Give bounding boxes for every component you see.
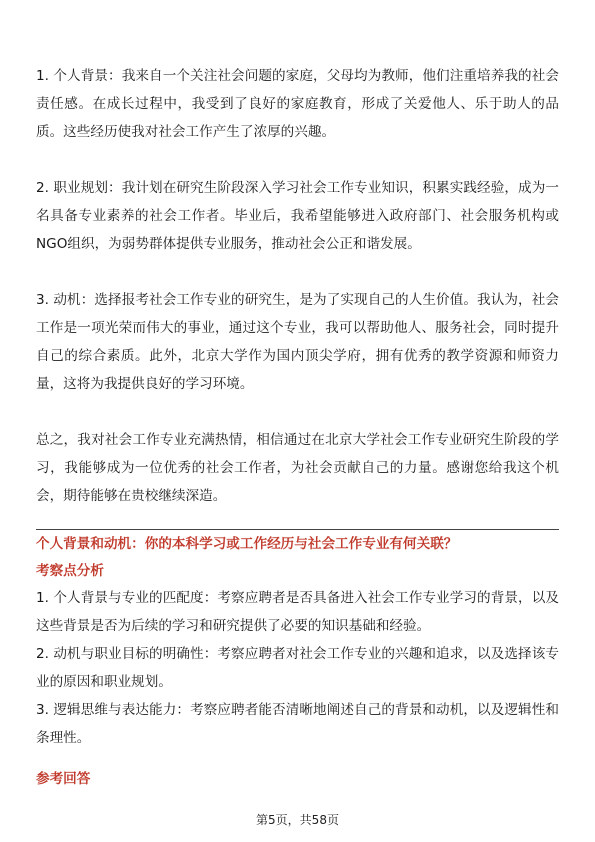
paragraph-motivation: 3. 动机：选择报考社会工作专业的研究生，是为了实现自己的人生价值。我认为，社会工作是一项光荣而伟大的事业，通过这个专业，我可以帮助他人、服务社会，同时提升自己的综合素质。此外，北京大学作为国内顶尖学府，拥有优秀的教学资源和师资力量，这将为我提供良好的学习环境。 (36, 292, 559, 392)
analysis-item: 3. 逻辑思维与表达能力：考察应聘者能否清晰地阐述自己的背景和动机，以及逻辑性和条理性。 (36, 702, 559, 746)
analysis-heading: 考察点分析 (36, 563, 104, 579)
document-body (36, 62, 559, 792)
paragraph-career-plan: 2. 职业规划：我计划在研究生阶段深入学习社会工作专业知识，积累实践经验，成为一名具备专业素养的社会工作者。毕业后，我希望能够进入政府部门、社会服务机构或NGO组织，为弱势群体提供专业服务，推动社会公正和谐发展。 (36, 180, 559, 252)
paragraph-background: 1. 个人背景：我来自一个关注社会问题的家庭，父母均为教师，他们注重培养我的社会责任感。在成长过程中，我受到了良好的家庭教育，形成了关爱他人、乐于助人的品质。这些经历使我对社会工作产生了浓厚的兴趣。 (36, 68, 559, 140)
analysis-item: 1. 个人背景与专业的匹配度：考察应聘者是否具备进入社会工作专业学习的背景，以及这些背景是否为后续的学习和研究提供了必要的知识基础和经验。 (36, 590, 559, 634)
paragraph-conclusion: 总之，我对社会工作专业充满热情，相信通过在北京大学社会工作专业研究生阶段的学习，我能够成为一位优秀的社会工作者，为社会贡献自己的力量。感谢您给我这个机会，期待能够在贵校继续深造。 (36, 432, 559, 504)
answer-heading: 参考回答 (36, 771, 91, 787)
page-footer: 第5页，共58页 (256, 813, 339, 827)
question-heading: 个人背景和动机：你的本科学习或工作经历与社会工作专业有何关联？ (36, 536, 458, 552)
analysis-item: 2. 动机与职业目标的明确性：考察应聘者对社会工作专业的兴趣和追求，以及选择该专业的原因和职业规划。 (36, 646, 559, 690)
